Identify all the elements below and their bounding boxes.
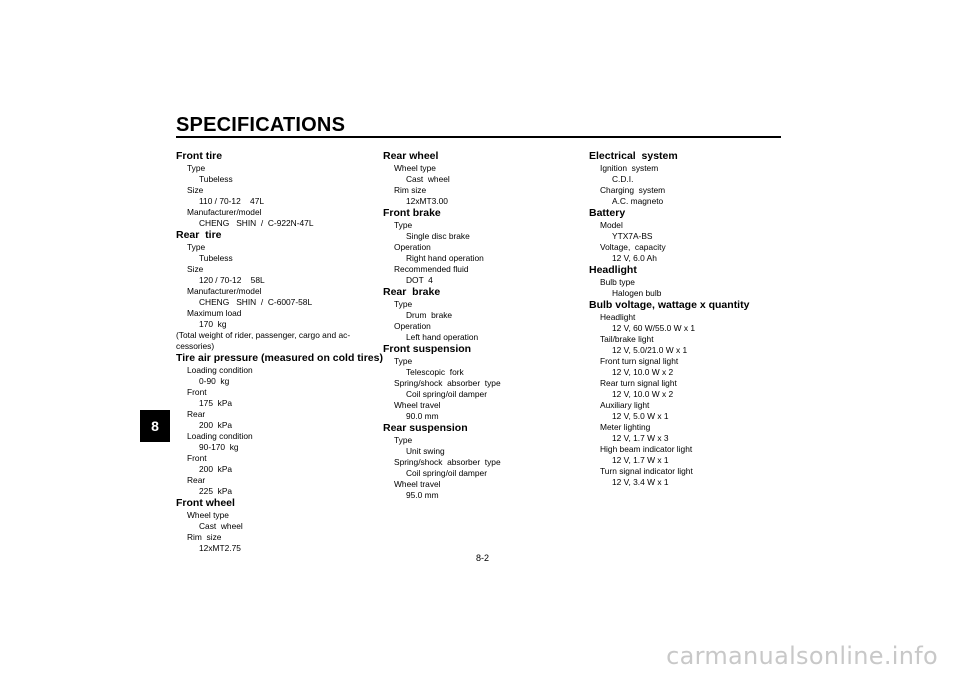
section-heading: Bulb voltage, wattage x quantity xyxy=(589,299,750,311)
section-heading: Rear tire xyxy=(176,229,222,241)
spec-label: Bulb type xyxy=(600,277,635,287)
spec-label: Type xyxy=(394,220,413,230)
spec-value: 12xMT3.00 xyxy=(406,196,448,206)
spec-label: Type xyxy=(394,435,413,445)
section-heading: Electrical system xyxy=(589,150,678,162)
spec-value: 225 kPa xyxy=(199,486,233,496)
section-heading: Front suspension xyxy=(383,343,472,355)
spec-value: DOT 4 xyxy=(406,275,433,285)
spec-label: Maximum load xyxy=(187,308,242,318)
spec-label: Front xyxy=(187,387,207,397)
spec-column-2 xyxy=(383,150,583,501)
spec-value: 12 V, 5.0/21.0 W x 1 xyxy=(612,345,688,355)
spec-label: Type xyxy=(187,242,206,252)
spec-note: (Total weight of rider, passenger, cargo and ac- xyxy=(176,330,351,340)
spec-value: Halogen bulb xyxy=(612,288,662,298)
spec-label: Wheel type xyxy=(187,510,229,520)
spec-label: Size xyxy=(187,185,204,195)
spec-label: Front xyxy=(187,453,207,463)
spec-label: Spring/shock absorber type xyxy=(394,457,501,467)
spec-label: Manufacturer/model xyxy=(187,286,262,296)
spec-value: Tubeless xyxy=(199,253,233,263)
spec-label: Wheel travel xyxy=(394,400,441,410)
spec-label: Type xyxy=(187,163,206,173)
section-heading: Front tire xyxy=(176,150,223,162)
spec-value: 110 / 70-12 47L xyxy=(199,196,265,206)
spec-value: Single disc brake xyxy=(406,231,470,241)
spec-column-3 xyxy=(589,150,789,488)
spec-value: Coil spring/oil damper xyxy=(406,468,487,478)
spec-label: Headlight xyxy=(600,312,636,322)
spec-value: 12 V, 10.0 W x 2 xyxy=(612,389,674,399)
spec-value: Coil spring/oil damper xyxy=(406,389,487,399)
spec-label: Meter lighting xyxy=(600,422,651,432)
spec-column-1 xyxy=(176,150,383,554)
section-heading: Rear brake xyxy=(383,286,441,298)
spec-value: Telescopic fork xyxy=(406,367,464,377)
spec-value: YTX7A-BS xyxy=(612,231,653,241)
spec-label: Rim size xyxy=(394,185,427,195)
spec-label: Ignition system xyxy=(600,163,659,173)
spec-value: 12 V, 1.7 W x 1 xyxy=(612,455,669,465)
spec-label: Loading condition xyxy=(187,431,253,441)
watermark: carmanualsonline.info xyxy=(666,642,938,670)
spec-value: Right hand operation xyxy=(406,253,484,263)
page-number: 8-2 xyxy=(476,553,490,563)
spec-value: 12 V, 5.0 W x 1 xyxy=(612,411,669,421)
spec-label: Spring/shock absorber type xyxy=(394,378,501,388)
spec-label: Wheel travel xyxy=(394,479,441,489)
spec-value: 12 V, 60 W/55.0 W x 1 xyxy=(612,323,696,333)
spec-value: 120 / 70-12 58L xyxy=(199,275,265,285)
spec-label: Recommended fluid xyxy=(394,264,469,274)
spec-value: C.D.I. xyxy=(612,174,634,184)
spec-label: Loading condition xyxy=(187,365,253,375)
section-heading: Tire air pressure (measured on cold tires) xyxy=(176,352,383,364)
spec-label: Rear turn signal light xyxy=(600,378,677,388)
spec-value: Left hand operation xyxy=(406,332,479,342)
spec-label: High beam indicator light xyxy=(600,444,693,454)
section-heading: Headlight xyxy=(589,264,637,276)
spec-value: 12 V, 1.7 W x 3 xyxy=(612,433,669,443)
spec-label: Voltage, capacity xyxy=(600,242,666,252)
spec-value: 0-90 kg xyxy=(199,376,230,386)
spec-value: CHENG SHIN / C-922N-47L xyxy=(199,218,314,228)
section-heading: Battery xyxy=(589,207,626,219)
spec-value: 12 V, 10.0 W x 2 xyxy=(612,367,674,377)
spec-value: 200 kPa xyxy=(199,420,233,430)
chapter-tab: 8 xyxy=(140,410,170,442)
spec-value: CHENG SHIN / C-6007-58L xyxy=(199,297,313,307)
spec-value: Tubeless xyxy=(199,174,233,184)
spec-value: Unit swing xyxy=(406,446,445,456)
spec-label: Rear xyxy=(187,409,206,419)
spec-label: Operation xyxy=(394,321,431,331)
spec-label: Operation xyxy=(394,242,431,252)
section-heading: Front wheel xyxy=(176,497,235,509)
spec-note: cessories) xyxy=(176,341,215,351)
spec-value: 90-170 kg xyxy=(199,442,239,452)
spec-value: 12 V, 3.4 W x 1 xyxy=(612,477,669,487)
spec-label: Turn signal indicator light xyxy=(600,466,693,476)
spec-value: 170 kg xyxy=(199,319,227,329)
spec-value: 12 V, 6.0 Ah xyxy=(612,253,657,263)
spec-label: Manufacturer/model xyxy=(187,207,262,217)
spec-label: Model xyxy=(600,220,623,230)
spec-value: 175 kPa xyxy=(199,398,233,408)
spec-value: 12xMT2.75 xyxy=(199,543,241,553)
spec-value: Drum brake xyxy=(406,310,453,320)
section-heading: Front brake xyxy=(383,207,441,219)
page-title: SPECIFICATIONS xyxy=(176,114,346,136)
spec-label: Size xyxy=(187,264,204,274)
spec-label: Tail/brake light xyxy=(600,334,654,344)
spec-label: Wheel type xyxy=(394,163,436,173)
section-heading: Rear wheel xyxy=(383,150,439,162)
spec-value: Cast wheel xyxy=(199,521,243,531)
spec-value: 200 kPa xyxy=(199,464,233,474)
spec-value: 95.0 mm xyxy=(406,490,439,500)
spec-value: A.C. magneto xyxy=(612,196,664,206)
spec-label: Type xyxy=(394,299,413,309)
spec-label: Type xyxy=(394,356,413,366)
title-rule xyxy=(176,136,781,138)
spec-label: Rear xyxy=(187,475,206,485)
spec-label: Auxiliary light xyxy=(600,400,650,410)
spec-label: Front turn signal light xyxy=(600,356,679,366)
spec-label: Rim size xyxy=(187,532,222,542)
spec-value: 90.0 mm xyxy=(406,411,439,421)
spec-label: Charging system xyxy=(600,185,666,195)
spec-value: Cast wheel xyxy=(406,174,450,184)
section-heading: Rear suspension xyxy=(383,422,468,434)
